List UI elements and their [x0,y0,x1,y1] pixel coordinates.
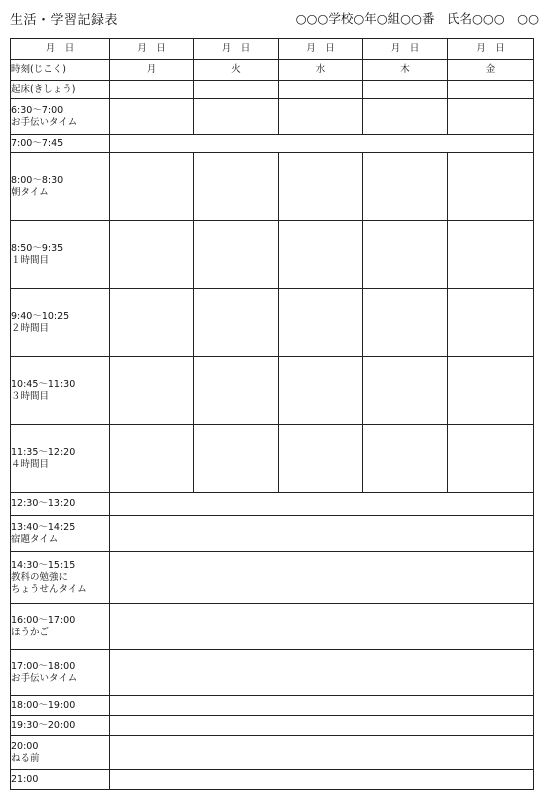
table-row [11,81,534,99]
table-row [11,289,534,357]
row-label [11,81,110,99]
table-row [11,357,534,425]
row-label-line: お手伝いタイム [11,116,78,128]
entry-cell-merged[interactable] [110,736,534,770]
entry-cell[interactable] [279,357,363,425]
table-row [11,153,534,221]
row-label-line: 18:00～19:00 [11,699,76,711]
student-info: ○○○学校○年○組○○番 氏名○○○ ○○ [295,11,539,26]
date-row [11,39,534,60]
entry-cell[interactable] [194,153,279,221]
entry-cell[interactable] [110,153,194,221]
weekday-tue: 火 [194,60,279,81]
entry-cell-merged[interactable] [110,650,534,696]
entry-cell[interactable] [194,99,279,135]
entry-cell[interactable] [279,289,363,357]
entry-cell[interactable] [194,221,279,289]
row-label [11,425,110,493]
row-label [11,552,110,604]
entry-cell-merged[interactable] [110,696,534,716]
row-label-line: 7:00～7:45 [11,137,64,149]
date-cell-fri[interactable]: 月 日 [448,39,534,60]
entry-cell[interactable] [448,153,534,221]
entry-cell-merged[interactable] [110,552,534,604]
table-row [11,516,534,552]
entry-cell[interactable] [194,289,279,357]
entry-cell[interactable] [110,81,194,99]
entry-cell-merged[interactable] [110,135,534,153]
entry-cell[interactable] [363,357,448,425]
row-label [11,289,110,357]
row-label-line: 20:00 [11,740,39,752]
entry-cell[interactable] [279,81,363,99]
date-cell-thu[interactable]: 月 日 [363,39,448,60]
table-row [11,736,534,770]
entry-cell[interactable] [448,289,534,357]
entry-cell[interactable] [279,153,363,221]
table-row [11,604,534,650]
entry-cell[interactable] [194,81,279,99]
entry-cell-merged[interactable] [110,716,534,736]
table-row [11,99,534,135]
table-row [11,650,534,696]
entry-cell[interactable] [363,425,448,493]
row-label [11,716,110,736]
entry-cell[interactable] [279,99,363,135]
entry-cell[interactable] [194,357,279,425]
entry-cell[interactable] [110,289,194,357]
row-label-line: 10:45～11:30 [11,378,76,390]
entry-cell[interactable] [448,81,534,99]
entry-cell[interactable] [448,425,534,493]
date-cell-wed[interactable]: 月 日 [279,39,363,60]
row-label-line: 11:35～12:20 [11,446,76,458]
table-row [11,221,534,289]
row-label-line: 8:00～8:30 [11,174,64,186]
row-label-line: 14:30～15:15 [11,559,76,571]
row-label [11,493,110,516]
entry-cell[interactable] [110,357,194,425]
row-label-line: 起床(きしょう) [11,83,76,95]
row-label-line: 16:00～17:00 [11,614,76,626]
row-label-line: ほうかご [11,626,50,638]
entry-cell[interactable] [110,221,194,289]
entry-cell[interactable] [363,81,448,99]
row-label-line: ４時間目 [11,458,50,470]
entry-cell[interactable] [363,289,448,357]
date-cell-tue[interactable]: 月 日 [194,39,279,60]
entry-cell[interactable] [110,99,194,135]
record-table [10,38,534,790]
date-cell-mon[interactable]: 月 日 [110,39,194,60]
row-label-line: 12:30～13:20 [11,498,76,509]
entry-cell[interactable] [363,153,448,221]
date-label-header: 月 日 [11,39,110,60]
weekday-mon: 月 [110,60,194,81]
time-label: 時刻(じこく) [11,60,110,81]
weekday-thu: 木 [363,60,448,81]
row-label [11,153,110,221]
row-label [11,770,110,790]
row-label [11,604,110,650]
entry-cell[interactable] [448,221,534,289]
row-label-line: 6:30～7:00 [11,104,64,116]
row-label [11,650,110,696]
entry-cell[interactable] [363,221,448,289]
table-row [11,135,534,153]
entry-cell[interactable] [110,425,194,493]
row-label-line: 教科の勉強に [11,571,69,583]
row-label [11,221,110,289]
entry-cell[interactable] [448,99,534,135]
weekday-wed: 水 [279,60,363,81]
entry-cell-merged[interactable] [110,604,534,650]
table-row [11,425,534,493]
table-row [11,696,534,716]
row-label-line: ２時間目 [11,322,50,334]
row-label-line: ねる前 [11,752,40,764]
row-label-line: 宿題タイム [11,533,59,545]
entry-cell-merged[interactable] [110,493,534,516]
table-row [11,552,534,604]
table-row [11,493,534,516]
sheet-title: 生活・学習記録表 [10,13,119,28]
row-label-line: 17:00～18:00 [11,660,76,672]
row-label-line: お手伝いタイム [11,672,78,684]
row-label [11,357,110,425]
row-label [11,696,110,716]
row-label [11,736,110,770]
row-label-line: 8:50～9:35 [11,242,64,254]
entry-cell[interactable] [279,221,363,289]
weekday-row [11,60,534,81]
row-label-line: 9:40～10:25 [11,310,70,322]
row-label [11,516,110,552]
row-label [11,135,110,153]
row-label-line: 19:30～20:00 [11,719,76,731]
entry-cell[interactable] [279,425,363,493]
row-label-line: ３時間目 [11,390,50,402]
table-row [11,770,534,790]
row-label-line: 朝タイム [11,186,49,198]
entry-cell[interactable] [363,99,448,135]
row-label-line: １時間目 [11,254,50,266]
row-label [11,99,110,135]
entry-cell[interactable] [448,357,534,425]
row-label-line: 13:40～14:25 [11,521,76,533]
entry-cell-merged[interactable] [110,516,534,552]
row-label-line: ちょうせんタイム [11,583,87,595]
table-row [11,716,534,736]
row-label-line: 21:00 [11,773,39,785]
entry-cell[interactable] [194,425,279,493]
entry-cell-merged[interactable] [110,770,534,790]
weekday-fri: 金 [448,60,534,81]
